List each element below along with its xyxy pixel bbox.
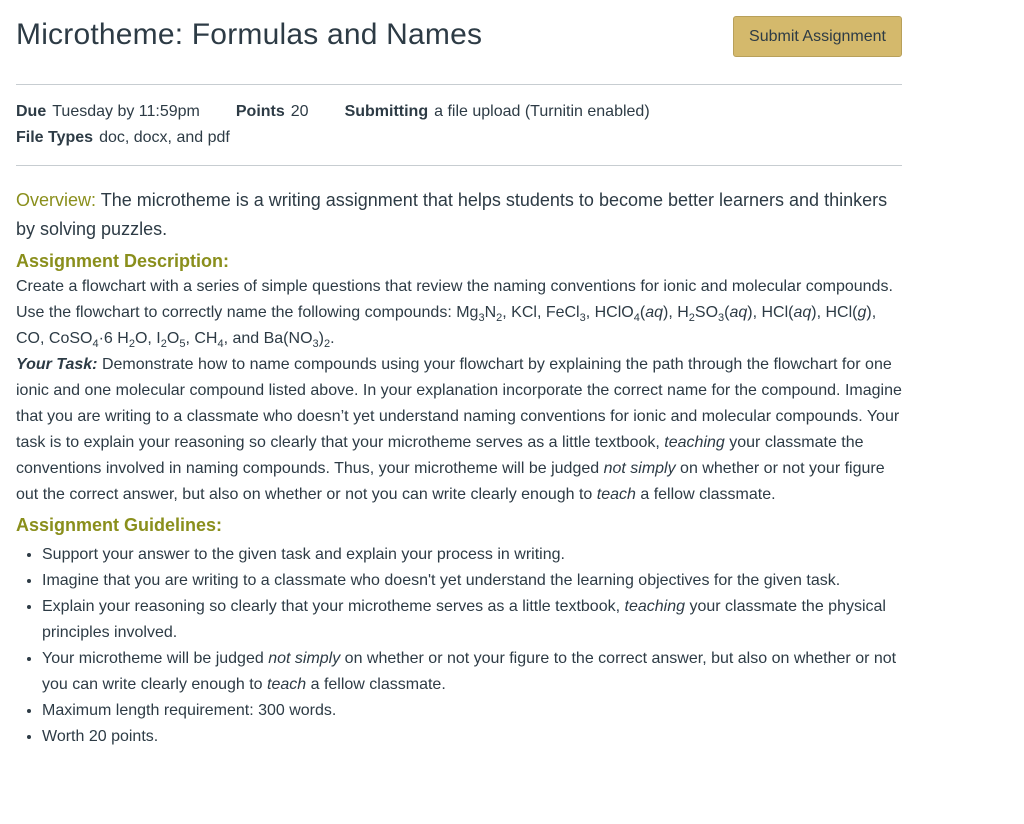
formula-part: KCl [511, 304, 537, 321]
formula-part: aq [793, 304, 812, 321]
formula-part: Ba(NO [263, 330, 313, 347]
formula-part: I [156, 330, 161, 347]
compound-formula [194, 330, 224, 351]
formula-part: HCl( [825, 304, 858, 321]
guideline-item [42, 698, 902, 724]
task-text: teach [596, 486, 636, 503]
compound-formula [48, 330, 148, 351]
due-label: Due [16, 103, 47, 120]
compound-formula [16, 330, 40, 347]
formula-part: 2 [160, 338, 167, 351]
submitting-label: Submitting [344, 103, 429, 120]
guideline-text: teaching [624, 598, 685, 615]
guideline-text: Worth 20 points. [42, 728, 159, 745]
formula-part: 5 [179, 338, 186, 351]
formula-part: 2 [688, 312, 695, 325]
formula-part: 3 [579, 312, 586, 325]
points-detail [236, 103, 309, 120]
formula-part: ·6 H [98, 330, 129, 347]
submit-assignment-button[interactable]: Submit Assignment [733, 16, 902, 57]
submitting-detail [345, 103, 650, 120]
formula-part: ) [662, 304, 669, 321]
formula-part: 2 [496, 312, 503, 325]
formula-part: HCl( [761, 304, 794, 321]
details-row-2 [16, 125, 902, 151]
compound-formula [761, 304, 816, 321]
formula-part: CO [16, 330, 40, 347]
overview-text: The microtheme is a writing assignment that helps students to become better learners and thinkers by solving puzzles. [16, 190, 888, 239]
task-text: on whether or not your figure out the correct answer, but also on whether or not you can write clearly enough to [16, 460, 885, 503]
compound-formula [545, 304, 586, 325]
points-value: 20 [290, 103, 309, 120]
assignment-details [16, 85, 902, 165]
description-heading: Assignment Description: [16, 251, 230, 271]
task-text: a fellow classmate. [635, 486, 776, 503]
guideline-item [42, 594, 902, 646]
guideline-text: a fellow classmate. [306, 676, 446, 693]
and-word: and [232, 330, 264, 347]
overview-paragraph [16, 186, 902, 244]
task-label: Your Task: [16, 356, 98, 373]
guideline-text: Imagine that you are writing to a classmate who doesn't yet understand the learning objectives for the given task. [42, 572, 841, 589]
formula-part: O [134, 330, 148, 347]
guidelines-list [16, 542, 902, 750]
formula-part: . [330, 330, 335, 347]
guideline-item [42, 568, 902, 594]
compound-formula [594, 304, 669, 325]
task-text: Demonstrate how to name compounds using your flowchart by explaining the path through the flowchart for one ionic and one molecular compound listed above. In your explanation incorporate the correct name for the compound. Imagine that you are writing to a classmate who doesn’t yet understand naming conventions for ionic and molecular compounds. Your task is to explain your reasoning so clearly that your microtheme serves as a little textbook, [16, 356, 902, 451]
formula-part: 3 [478, 312, 485, 325]
formula-part: CH [194, 330, 218, 347]
guidelines-heading: Assignment Guidelines: [16, 515, 223, 535]
page-title: Microtheme: Formulas and Names [16, 18, 483, 51]
submitting-value: a file upload (Turnitin enabled) [434, 103, 650, 120]
formula-part: N [484, 304, 497, 321]
due-value: Tuesday by 11:59pm [52, 103, 200, 120]
description-intro: Create a flowchart with a series of simple questions that review the naming conventions for ionic and molecular compounds. Use the flowchart to correctly name the following compounds: [16, 278, 893, 321]
guideline-text: teach [267, 676, 307, 693]
formula-part: 3 [718, 312, 725, 325]
formula-part: 2 [323, 338, 331, 351]
formula-part: ) [747, 304, 753, 321]
formula-part: 3 [312, 338, 319, 351]
points-label: Points [235, 103, 285, 120]
guideline-text: Maximum length requirement: 300 words. [42, 702, 337, 719]
assignment-description [16, 166, 902, 750]
assignment-header [16, 0, 902, 84]
formula-part: ( [639, 304, 646, 321]
formula-part: HClO [594, 304, 634, 321]
guideline-text: Support your answer to the given task and explain your process in writing. [42, 546, 565, 563]
compound-formula [263, 330, 335, 351]
guideline-text: not simply [268, 650, 341, 667]
compound-formula [826, 304, 872, 321]
formula-part: aq [645, 304, 663, 321]
formula-part: 4 [92, 338, 99, 351]
compound-formula [456, 304, 503, 325]
formula-part: H [677, 304, 689, 321]
guideline-item [42, 542, 902, 568]
guideline-item [42, 724, 902, 750]
compound-list: $Mg_3N_2$, KCl, FeCl$_3$, HClO$_4$(aq), $H_2SO_3(aq)$, HCl(aq), HCl(g), CO, CoSO$_4$·6 $H_2O$, $I_2O_5$, $CH_4$, and $Ba(NO_3)_2$. [16, 304, 877, 351]
formula-part: FeCl [545, 304, 580, 321]
task-body [16, 356, 902, 503]
formula-part: ) [811, 304, 817, 321]
details-row-1 [16, 99, 902, 125]
task-text: your classmate the conventions involved in naming compounds. Thus, your microtheme will be judged [16, 434, 864, 477]
formula-part: 2 [128, 338, 135, 351]
overview-label: Overview: [16, 190, 97, 210]
compound-formula [156, 330, 186, 351]
guideline-text: Explain your reasoning so clearly that your microtheme serves as a little textbook, [42, 598, 625, 615]
formula-part: 4 [217, 338, 224, 351]
formula-part: SO [694, 304, 719, 321]
formula-part: CoSO [48, 330, 93, 347]
guideline-text: your classmate the physical principles involved. [42, 598, 886, 641]
compound-formula [511, 304, 537, 321]
description-paragraph [16, 274, 902, 352]
formula-part: O [166, 330, 180, 347]
formula-part: aq [729, 304, 748, 321]
task-text: teaching [664, 434, 725, 451]
formula-part: Mg [456, 304, 479, 321]
filetypes-value: doc, docx, and pdf [99, 129, 230, 146]
formula-part: ) [866, 304, 872, 321]
compound-formula [677, 304, 753, 325]
task-paragraph [16, 352, 902, 508]
filetypes-label: File Types [16, 129, 94, 146]
assignment-page [16, 0, 902, 750]
formula-part: 4 [633, 312, 640, 325]
guideline-text: on whether or not your figure to the correct answer, but also on whether or not you can write clearly enough to [42, 650, 897, 693]
formula-part: ) [318, 330, 324, 347]
due-detail [16, 103, 200, 120]
guideline-item [42, 646, 902, 698]
guideline-text: Your microtheme will be judged [42, 650, 269, 667]
formula-part: ( [724, 304, 730, 321]
task-text: not simply [603, 460, 676, 477]
formula-part: g [857, 304, 867, 321]
